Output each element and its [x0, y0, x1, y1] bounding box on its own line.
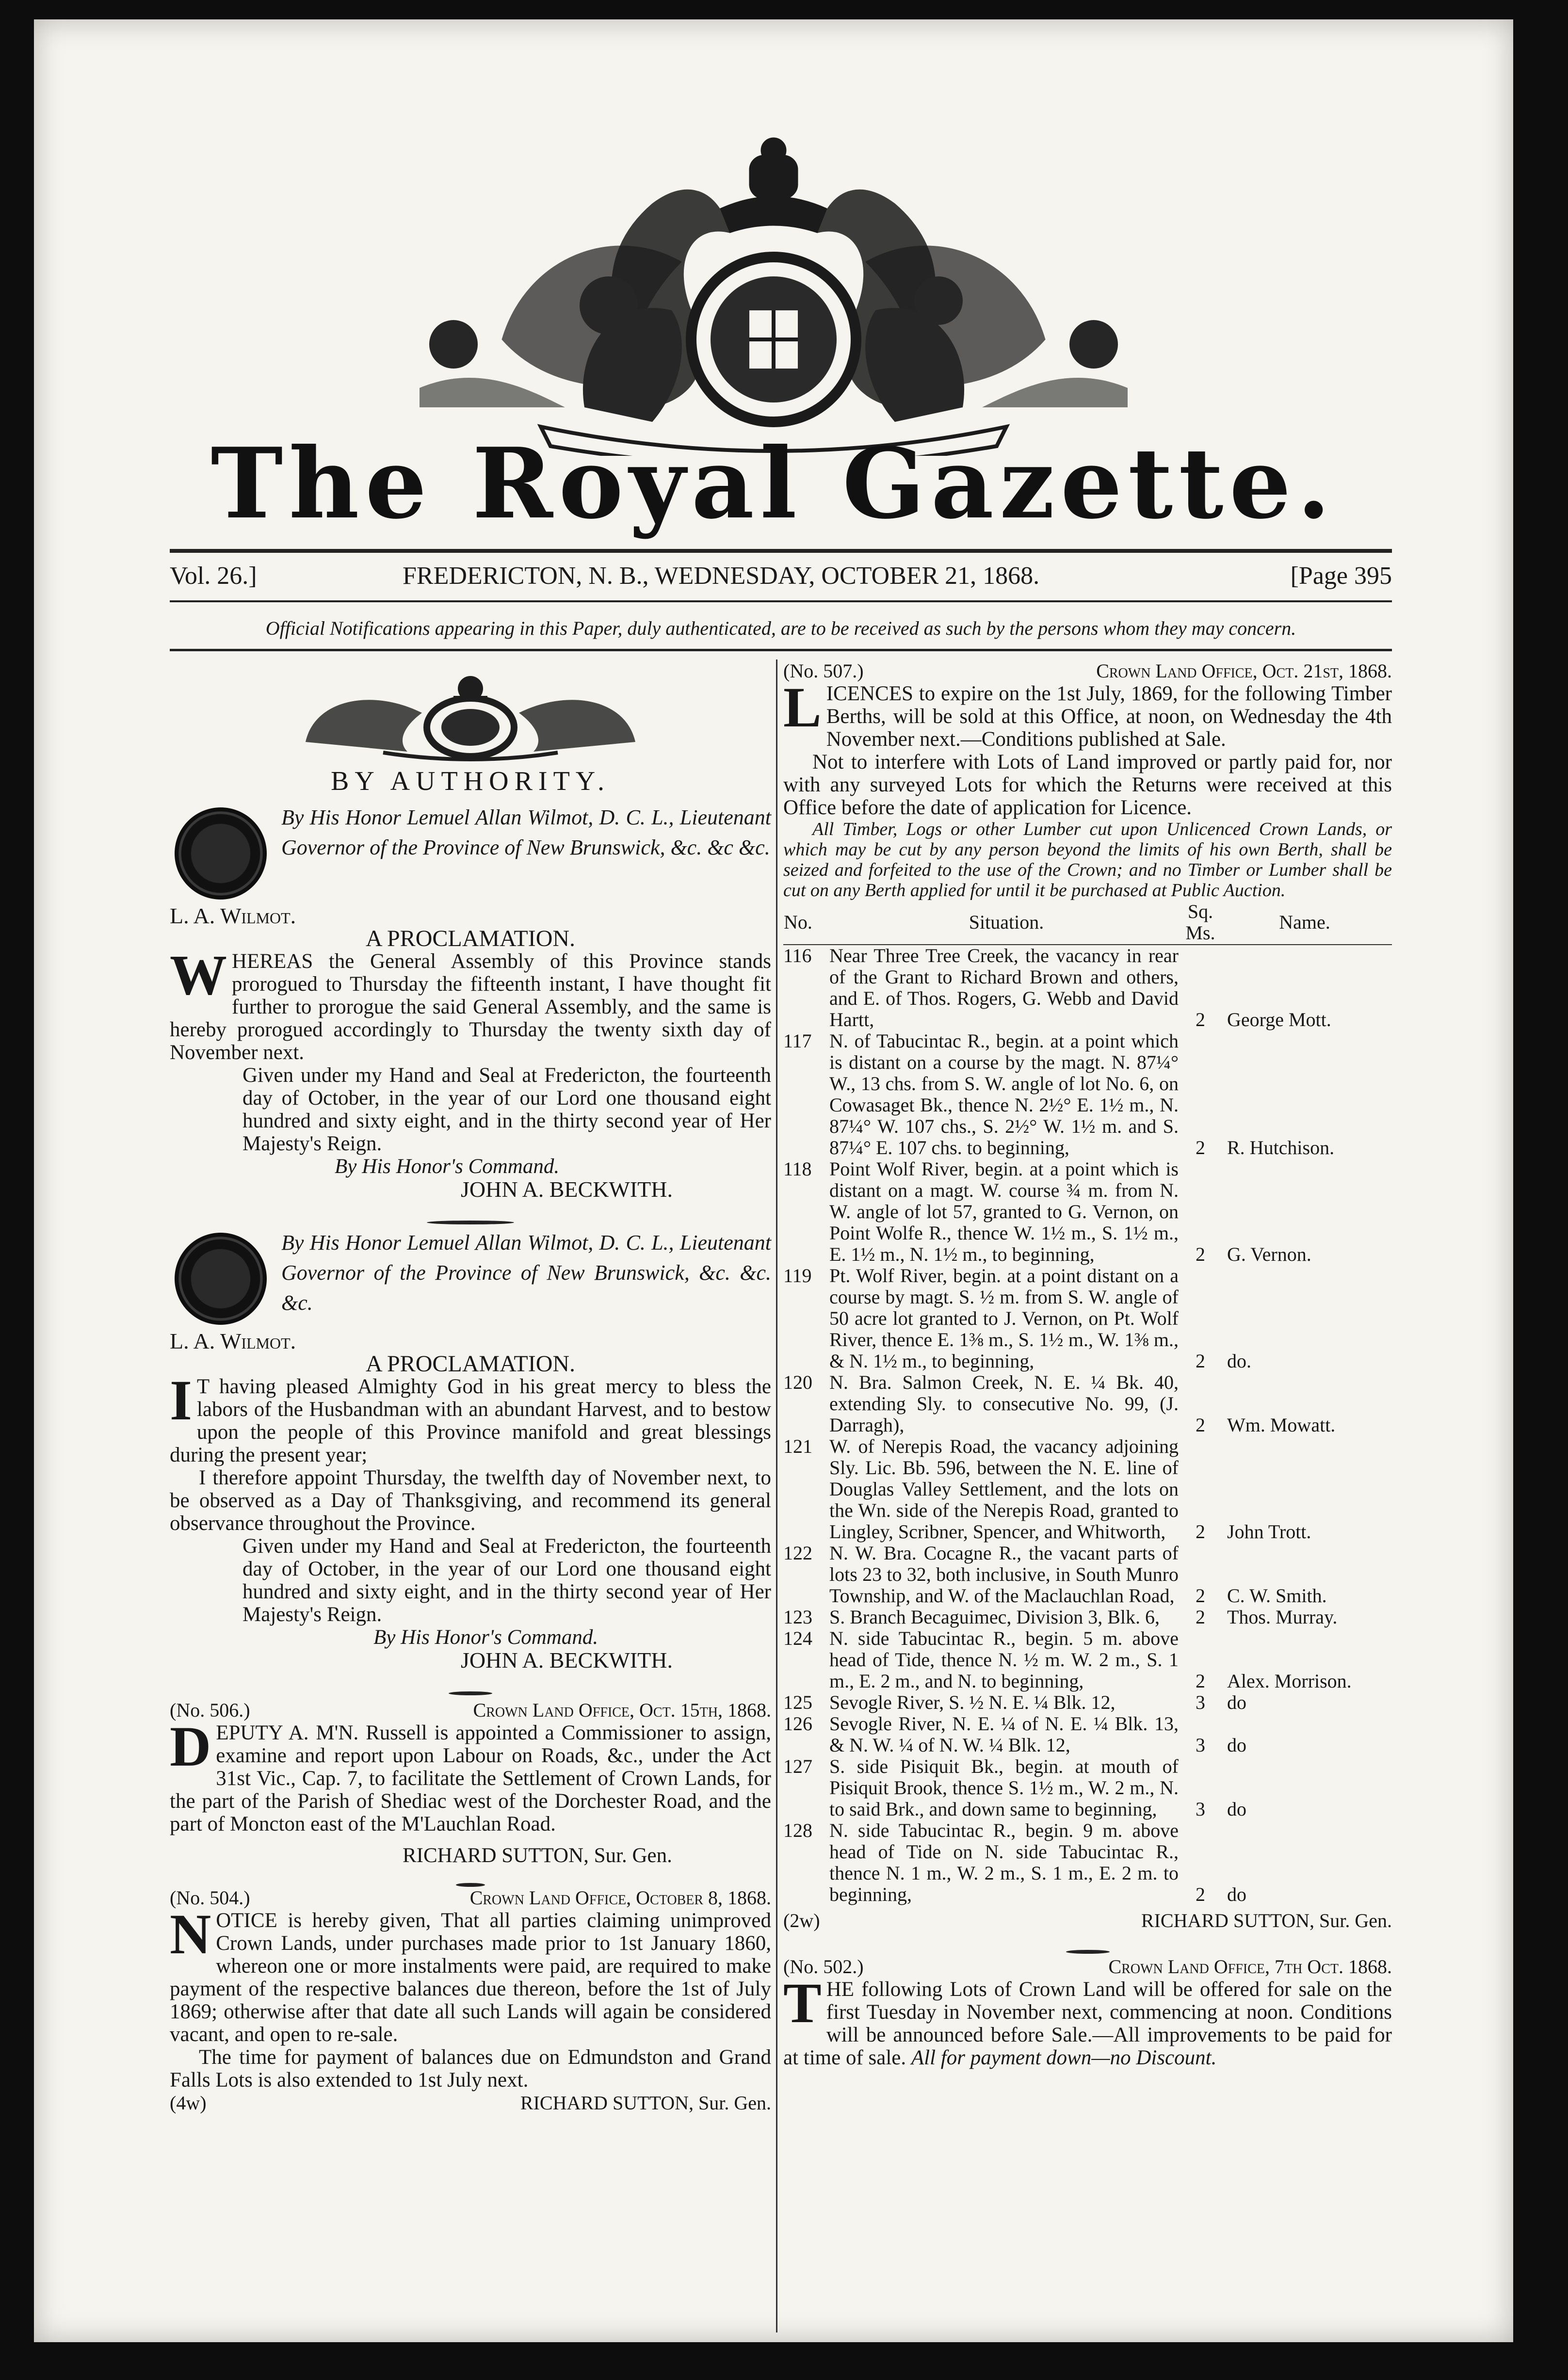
- lot-square-miles: 2: [1196, 1606, 1205, 1628]
- lot-square-miles: 2: [1196, 1243, 1205, 1265]
- small-coat-of-arms-icon: [170, 669, 771, 761]
- issue-date: FREDERICTON, N. B., WEDNESDAY, OCTOBER 21, 1868.: [403, 562, 1040, 590]
- lot-number: 128: [783, 1819, 812, 1841]
- lot-square-miles: 2: [1196, 1585, 1205, 1607]
- notice-504-signatory: RICHARD SUTTON, Sur. Gen.: [520, 2092, 771, 2114]
- table-row: [783, 1756, 1392, 1820]
- lot-name: do: [1227, 1798, 1246, 1820]
- notice-504-footer: [170, 2091, 771, 2114]
- separator: [170, 1209, 771, 1219]
- notice-504-header: [170, 1886, 771, 1909]
- lot-square-miles: 3: [1196, 1798, 1205, 1820]
- lot-name: Thos. Murray.: [1227, 1606, 1338, 1628]
- insertion-code: (2w): [783, 1910, 820, 1931]
- notice-office-date: Crown Land Office, October 8, 1868.: [469, 1887, 771, 1909]
- notice-507-warning: All Timber, Logs or other Lumber cut upon Unlicenced Crown Lands, or which may be cut by any person beyond the limits of his own Berth, shall be seized and forfeited to the use of the Crown; and no Timber or Lumber shall be cut on any Berth applied for until it be purchased at Public Auction.: [783, 819, 1392, 901]
- lot-situation: S. Branch Becaguimec, Division 3, Blk. 6,: [829, 1606, 1160, 1628]
- lot-number: 121: [783, 1435, 812, 1457]
- lot-situation: W. of Nerepis Road, the vacancy adjoining Sly. Lic. Bb. 596, between the N. E. line of Douglas Valley Settlement, and the lots on the Wn. side of the Nerepis Road, granted to Lingley, Scribner, Spencer, and Whitworth,: [829, 1435, 1179, 1543]
- table-row: [783, 1436, 1392, 1543]
- lot-number: 122: [783, 1542, 812, 1564]
- table-row: [783, 1713, 1392, 1756]
- lot-square-miles: 3: [1196, 1691, 1205, 1713]
- table-row: [783, 1372, 1392, 1436]
- left-column: [170, 659, 771, 2114]
- proclamation-2-signature-initials: L. A. Wilmot.: [170, 1329, 296, 1353]
- bottom-rule: [170, 649, 1392, 651]
- dateline: [170, 562, 1392, 600]
- royal-coat-of-arms-icon: [381, 136, 1166, 456]
- lot-situation: Pt. Wolf River, begin. at a point distant on a course by magt. S. ½ m. from S. W. angle of 50 acre lot granted to J. Vernon, on Pt. Wolf River, thence E. 1⅜ m., S. 1½ m., W. 1⅜ m., & N. 1½ m., to beginning,: [829, 1265, 1179, 1372]
- proclamation-2-text: T having pleased Almighty God in his great mercy to bless the labors of the Husbandman with an abundant Harvest, and to bestow upon the people of this Province manifold and great blessings during the present year;: [170, 1375, 771, 1466]
- lot-number: 117: [783, 1030, 812, 1052]
- proclamation-1-text: HEREAS the General Assembly of this Province stands prorogued to Thursday the fifteenth instant, I have thought fit further to prorogue the said General Assembly, and the same is hereby prorogued accordingly to Thursday the twenty sixth day of November next.: [170, 950, 771, 1064]
- page-number: [Page 395: [1290, 562, 1392, 590]
- notice-502-header: [783, 1955, 1392, 1978]
- mid-rule: [170, 600, 1392, 602]
- lot-situation: N. of Tabucintac R., begin. at a point which is distant on a course by the magt. N. 87¼° W., 13 chs. from S. W. angle of lot No. 6, on Cowasaget Bk., thence N. 2½° E. 1½ m., N. 87¼° W. 107 chs., S. 2½° W. 1½ m. and S. 87¼° E. 107 chs. to beginning,: [829, 1030, 1179, 1158]
- lot-situation: N. side Tabucintac R., begin. 5 m. above head of Tide, thence N. ½ m. W. 2 m., S. 1 m., E. 2 m., and N. to beginning,: [829, 1627, 1179, 1692]
- drop-cap: W: [170, 943, 227, 1007]
- notice-504-text: OTICE is hereby given, That all parties claiming unimproved Crown Lands, under purchases made prior to 1st January 1860, whereon one or more instalments were paid, are required to make payment of the respective balances due thereon, before the 1st of July 1869; otherwise after that date all such Lands will again be considered vacant, and open to re-sale.: [170, 1909, 771, 2046]
- newspaper-page: [34, 19, 1513, 2342]
- table-row: [783, 1265, 1392, 1372]
- notice-office-date: Crown Land Office, 7th Oct. 1868.: [1108, 1956, 1392, 1978]
- lot-square-miles: 2: [1196, 1009, 1205, 1030]
- notice-502-body: [783, 1971, 1392, 2069]
- lot-name: do.: [1227, 1350, 1251, 1372]
- proclamation-2-authority: By His Honor Lemuel Allan Wilmot, D. C. L., Lieutenant Governor of the Province of New Brunswick, &c. &c. &c.: [281, 1231, 771, 1315]
- proclamation-1-signature-initials: L. A. Wilmot.: [170, 903, 296, 928]
- lot-name: Alex. Morrison.: [1227, 1670, 1352, 1692]
- table-row: [783, 1820, 1392, 1905]
- notice-506-text: EPUTY A. M'N. Russell is appointed a Commissioner to assign, examine and report upon Labour on Roads, &c., under the Act 31st Vic., Cap. 7, to facilitate the Settlement of Crown Lands, for the part of the Parish of Shediac west of the Dorchester Road, and the part of Moncton east of the M'Lauchlan Road.: [170, 1721, 771, 1835]
- insertion-code: (4w): [170, 2092, 207, 2114]
- table-row: [783, 1692, 1392, 1713]
- notice-number: (No. 506.): [170, 1699, 250, 1721]
- column-header-situation: Situation.: [829, 901, 1183, 945]
- notice-507-text: ICENCES to expire on the 1st July, 1869, for the following Timber Berths, will be sold at this Office, at noon, on Wednesday the 4th November next.—Conditions published at Sale.: [826, 682, 1392, 751]
- table-row: [783, 945, 1392, 1030]
- notice-office-date: Crown Land Office, Oct. 21st, 1868.: [1096, 660, 1392, 682]
- right-column: [783, 659, 1392, 2069]
- lot-number: 123: [783, 1606, 812, 1628]
- lot-number: 116: [783, 945, 812, 966]
- by-authority-heading: BY AUTHORITY.: [330, 766, 611, 796]
- lot-number: 127: [783, 1755, 812, 1777]
- lot-situation: N. Bra. Salmon Creek, N. E. ¼ Bk. 40, extending Sly. to consecutive No. 99, (J. Darragh),: [829, 1371, 1179, 1436]
- timber-berths-table: [783, 901, 1392, 1905]
- lot-number: 124: [783, 1627, 812, 1649]
- notice-506-header: [170, 1699, 771, 1721]
- drop-cap: D: [170, 1715, 211, 1778]
- lot-number: 125: [783, 1691, 812, 1713]
- proclamation-2-heading: A PROCLAMATION.: [365, 1351, 576, 1377]
- lot-name: C. W. Smith.: [1227, 1585, 1327, 1607]
- proclamation-2: [170, 1228, 771, 1672]
- lot-name: G. Vernon.: [1227, 1243, 1311, 1265]
- notice-number: (No. 504.): [170, 1887, 250, 1909]
- separator: [783, 1939, 1392, 1948]
- notice-number: (No. 507.): [783, 660, 864, 682]
- notice-507-header: [783, 659, 1392, 682]
- notice-507-condition: Not to interfere with Lots of Land improved or partly paid for, nor with any surveyed Lots for which the Returns were received at this Office before the date of application for Licence.: [783, 751, 1392, 819]
- lot-name: John Trott.: [1227, 1521, 1311, 1543]
- proclamation-2-command: By His Honor's Command.: [373, 1626, 598, 1649]
- proclamation-2-appointment: I therefore appoint Thursday, the twelfth day of November next, to be observed as a Day of Thanksgiving, and recommend its general observance throughout the Province.: [170, 1466, 771, 1535]
- lot-name: do: [1227, 1691, 1246, 1713]
- column-header-sq-ms: Sq. Ms.: [1183, 901, 1217, 945]
- proclamation-2-signatory: JOHN A. BECKWITH.: [461, 1648, 673, 1672]
- proclamation-1-heading: A PROCLAMATION.: [365, 926, 576, 951]
- notice-504-body: [170, 1902, 771, 2046]
- notice-507-signatory: RICHARD SUTTON, Sur. Gen.: [1141, 1910, 1392, 1931]
- lot-situation: Sevogle River, N. E. ¼ of N. E. ¼ Blk. 13, & N. W. ¼ of N. W. ¼ Blk. 12,: [829, 1713, 1179, 1756]
- drop-cap: I: [170, 1368, 192, 1432]
- lot-square-miles: 2: [1196, 1350, 1205, 1372]
- proclamation-1-command: By His Honor's Command.: [335, 1155, 560, 1178]
- lot-situation: Point Wolf River, begin. at a point which is distant on a magt. W. course ¾ m. from N. W. angle of lot 57, granted to G. Vernon, on Point Wolfe R., thence W. 1½ m., S. 1½ m., E. 1½ m., N. 1½ m., to beginning,: [829, 1158, 1179, 1265]
- column-header-name: Name.: [1217, 901, 1392, 945]
- drop-cap: L: [783, 675, 822, 739]
- proclamation-1-given: Given under my Hand and Seal at Fredericton, the fourteenth day of October, in the year of our Lord one thousand eight hundred and sixty eight, and in the thirty second year of Her Majesty's Reign.: [242, 1064, 771, 1155]
- table-row: [783, 1543, 1392, 1607]
- separator: [170, 1680, 771, 1690]
- separator: [170, 1872, 771, 1881]
- lot-square-miles: 2: [1196, 1414, 1205, 1436]
- lot-square-miles: 2: [1196, 1883, 1205, 1905]
- notice-504: [170, 1886, 771, 2114]
- lot-name: George Mott.: [1227, 1009, 1331, 1030]
- official-notice: Official Notifications appearing in this Paper, duly authenticated, are to be received as such by the persons whom they may concern.: [265, 617, 1296, 639]
- lot-situation: N. side Tabucintac R., begin. 9 m. above head of Tide on N. side Tabucintac R., thence N. 1 m., W. 2 m., S. 1 m., E. 2 m. to beginning,: [829, 1819, 1179, 1905]
- lot-number: 118: [783, 1158, 812, 1180]
- lot-number: 126: [783, 1713, 812, 1735]
- lot-situation: N. W. Bra. Cocagne R., the vacant parts of lots 23 to 32, both inclusive, in South Munro Township, and W. of the Maclauchlan Road,: [829, 1542, 1179, 1607]
- proclamation-1-authority: By His Honor Lemuel Allan Wilmot, D. C. L., Lieutenant Governor of the Province of New Brunswick, &c. &c &c.: [281, 805, 771, 859]
- lot-square-miles: 2: [1196, 1670, 1205, 1692]
- notice-506: [170, 1699, 771, 1867]
- drop-cap: T: [783, 1971, 822, 2035]
- newspaper-title: The Royal Gazette.: [210, 427, 1337, 541]
- column-header-no: No.: [783, 901, 829, 945]
- table-row: [783, 1030, 1392, 1158]
- lot-situation: S. side Pisiquit Bk., begin. at mouth of Pisiquit Brook, thence S. 1½ m., W. 2 m., N. to said Brk., and down same to beginning,: [829, 1755, 1179, 1820]
- top-rule: [170, 549, 1392, 553]
- proclamation-2-given: Given under my Hand and Seal at Fredericton, the fourteenth day of October, in the year of our Lord one thousand eight hundred and sixty eight, and in the thirty second year of Her Majesty's Reign.: [242, 1535, 771, 1626]
- table-row: [783, 1607, 1392, 1628]
- notice-507: [783, 659, 1392, 1932]
- notice-office-date: Crown Land Office, Oct. 15th, 1868.: [473, 1699, 771, 1721]
- lot-name: Wm. Mowatt.: [1227, 1414, 1336, 1436]
- seal-icon: [175, 807, 267, 900]
- notice-502-terms: All for payment down—no Discount.: [911, 2046, 1217, 2069]
- notice-507-body: [783, 675, 1392, 751]
- seal-icon: [175, 1233, 267, 1325]
- proclamation-2-body: [170, 1368, 771, 1466]
- lot-square-miles: 2: [1196, 1137, 1205, 1158]
- column-divider: [776, 659, 777, 2332]
- lot-number: 119: [783, 1265, 812, 1286]
- volume-number: Vol. 26.]: [170, 562, 257, 590]
- notice-507-footer: [783, 1909, 1392, 1932]
- notice-506-body: [170, 1715, 771, 1835]
- lot-situation: Near Three Tree Creek, the vacancy in rear of the Grant to Richard Brown and others, and E. of Thos. Rogers, G. Webb and David Hartt,: [829, 945, 1179, 1030]
- lot-number: 120: [783, 1371, 812, 1393]
- table-row: [783, 1158, 1392, 1265]
- lot-name: do: [1227, 1883, 1246, 1905]
- notice-502-text: HE following Lots of Crown Land will be offered for sale on the first Tuesday in November next, commencing at noon. Conditions will be announced before Sale.—All improvements to be paid for at time of sale.: [783, 1978, 1392, 2069]
- bleed-through-text: [1285, 19, 1513, 194]
- lot-square-miles: 3: [1196, 1734, 1205, 1756]
- notice-504-extension: The time for payment of balances due on Edmundston and Grand Falls Lots is also extended to 1st July next.: [170, 2046, 771, 2091]
- table-row: [783, 1628, 1392, 1692]
- lot-square-miles: 2: [1196, 1521, 1205, 1543]
- proclamation-1: [170, 803, 771, 1201]
- notice-502: [783, 1955, 1392, 2069]
- lot-situation: Sevogle River, S. ½ N. E. ¼ Blk. 12,: [829, 1691, 1115, 1713]
- proclamation-1-signatory: JOHN A. BECKWITH.: [461, 1177, 673, 1202]
- notice-number: (No. 502.): [783, 1956, 864, 1978]
- drop-cap: N: [170, 1902, 211, 1966]
- table-header-row: [783, 901, 1392, 945]
- lot-name: R. Hutchison.: [1227, 1137, 1335, 1158]
- lot-name: do: [1227, 1734, 1246, 1756]
- notice-506-signatory: RICHARD SUTTON, Sur. Gen.: [403, 1844, 672, 1867]
- proclamation-1-body: [170, 943, 771, 1064]
